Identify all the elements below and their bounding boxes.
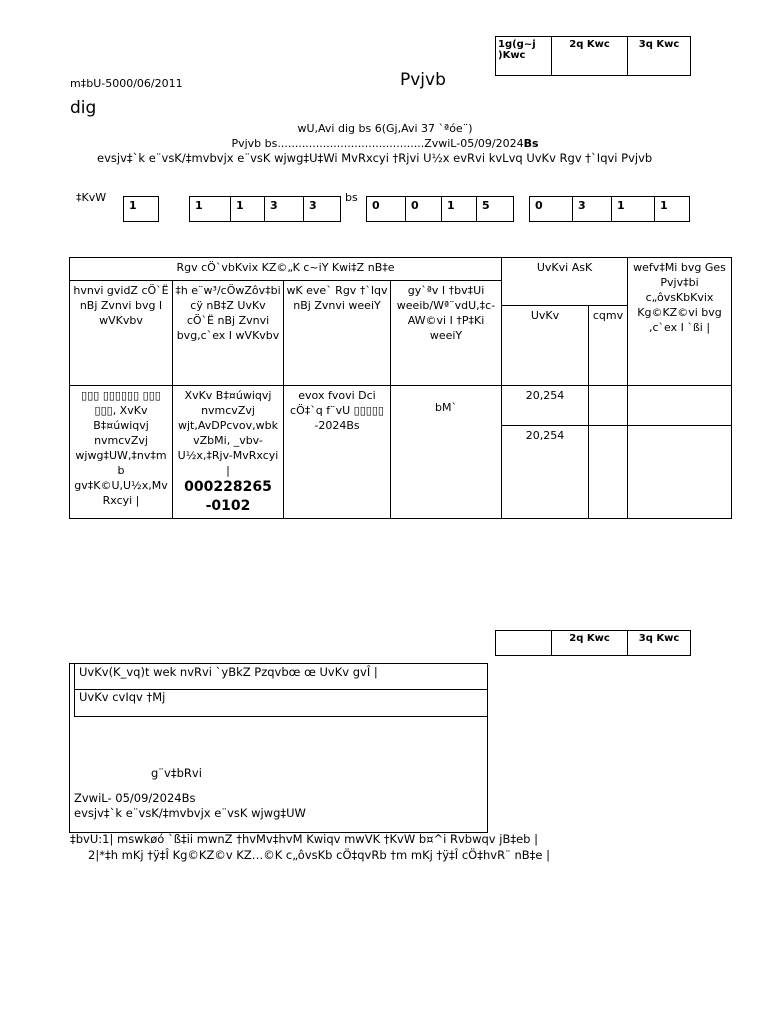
- challan-table: [69, 257, 732, 519]
- manager-label: g¨v‡bRvi: [151, 766, 202, 780]
- copy-3-label: 3q Kwc: [628, 631, 691, 656]
- copies-box-bottom: [495, 630, 691, 656]
- depositor-section-header: Rgv cÖ`vbKvix KZ©„K c~iY Kwi‡Z nB‡e: [70, 258, 502, 281]
- amount-in-words: UvKv(K_vq)t wek nvRvi `yBkZ Pzqvbœ œ UvKv gvÎ |: [79, 665, 378, 679]
- code-digit: 1: [611, 196, 655, 222]
- challan-date-suffix: Bs: [523, 137, 539, 150]
- payer-org-number: 000228265 -0102: [184, 479, 272, 514]
- amount-cell: 20,254: [502, 386, 589, 426]
- rule-reference: wU,Avi dig bs 6(Gj,Avi 37 `ªóe¨): [297, 122, 473, 135]
- code-digit: 3: [572, 196, 612, 222]
- col-purpose: wK eve` Rgv †`Iqv nBj Zvnvi weeiY: [284, 281, 391, 386]
- code-label: ‡KvW: [76, 191, 107, 204]
- copies-box-top: [495, 36, 691, 76]
- code-digit: 0: [405, 196, 442, 222]
- code-digit: 0: [529, 196, 573, 222]
- col-payer-org: ‡h e¨w³/cÖwZôv‡bi cÿ nB‡Z UvKv cÖ`Ë nBj Zvnvi bvg,c`ex I wVKvbv: [173, 281, 284, 386]
- purpose-cell: evox fvovi Dci cÖ‡`q f¨vU ▯▯▯▯▯ -2024Bs: [284, 386, 391, 519]
- bank-line: evsjv‡`k e¨vsK/‡mvbvjx e¨vsK wjwg‡U‡Wi MvRxcyi †Rjvi U½x evRvi kvLvq UvKv Rgv †`Iqvi Pvjvb: [97, 151, 653, 165]
- receipt-date: ZvwiL- 05/09/2024Bs: [74, 791, 196, 805]
- copy-1-label: 1g(g~j )Kwc: [496, 37, 552, 76]
- registration-number: m‡bU-5000/06/2011: [70, 77, 183, 90]
- copy-1-label: [496, 631, 552, 656]
- code-digit: 1: [654, 196, 690, 222]
- code-digit: 3: [264, 196, 304, 222]
- amount-received: UvKv cvIqv †Mj: [79, 690, 166, 704]
- depositor-name-cell: ▯▯▯ ▯▯▯▯▯▯ ▯▯▯ ▯▯▯, XvKv B‡¤úwiqvj nvmcvZvj wjwg‡UW,‡nv‡m b gv‡K©U,U½x,Mv Rxcyi |: [70, 386, 173, 519]
- total-amount-cell: 20,254: [502, 426, 589, 519]
- department-header: wefv‡Mi bvg Ges Pvjv‡bi c„ôvsKbKvix Kg©KZ©vi bvg ,c`ex I `ßi |: [628, 258, 732, 386]
- copy-3-label: 3q Kwc: [628, 37, 691, 76]
- col-poisha: cqmv: [589, 306, 628, 386]
- total-poisha-cell: [589, 426, 628, 519]
- department-cell: [628, 386, 732, 426]
- code-digit: 0: [366, 196, 406, 222]
- copy-2-label: 2q Kwc: [552, 37, 628, 76]
- page-title: Pvjvb: [400, 70, 446, 90]
- total-department-cell: [628, 426, 732, 519]
- form-label: dig: [70, 98, 97, 118]
- code-digit: 1: [123, 196, 159, 222]
- challan-number-text: Pvjvb bs..........................................ZvwiL-05/09/2024: [231, 137, 524, 150]
- col-taka: UvKv: [502, 306, 589, 386]
- code-digit: 5: [476, 196, 514, 222]
- col-payment-details: gy`ªv I †bv‡Ui weeib/Wª¨vdU,‡c-AW©vi I †P‡Ki weeiY: [391, 281, 502, 386]
- note-2: 2|*‡h mKj †ÿ‡Î Kg©KZ©v KZ…©K c„ôvsKb cÖ‡qvRb †m mKj †ÿ‡Î cÖ‡hvR¨ nB‡e |: [88, 848, 550, 862]
- payment-details-cell: bM`: [391, 386, 502, 519]
- copy-2-label: 2q Kwc: [552, 631, 628, 656]
- code-digit: 3: [303, 196, 341, 222]
- challan-number-line: [150, 137, 620, 150]
- code-digit: 1: [189, 196, 231, 222]
- code-digit: 1: [441, 196, 477, 222]
- code-digit: 1: [230, 196, 265, 222]
- number-label: bs: [345, 191, 358, 204]
- amount-header: UvKvi AsK: [502, 258, 628, 306]
- poisha-cell: [589, 386, 628, 426]
- payer-org-text: XvKv B‡¤úwiqvj nvmcvZvj wjt,AvDPcvov,wbk vZbMi, _vbv-U½x,‡Rjv-MvRxcyi |: [177, 389, 279, 477]
- payer-org-cell: [173, 386, 284, 519]
- col-depositor-name: hvnvi gvidZ cÖ`Ë nBj Zvnvi bvg I wVKvbv: [70, 281, 173, 386]
- note-1: ‡bvU:1| mswkøó `ß‡ii mwnZ †hvMv‡hvM Kwiqv mwVK †KvW b¤^i Rvbwqv jB‡eb |: [70, 832, 538, 846]
- receipt-bank: evsjv‡`k e¨vsK/‡mvbvjx e¨vsK wjwg‡UW: [74, 806, 306, 820]
